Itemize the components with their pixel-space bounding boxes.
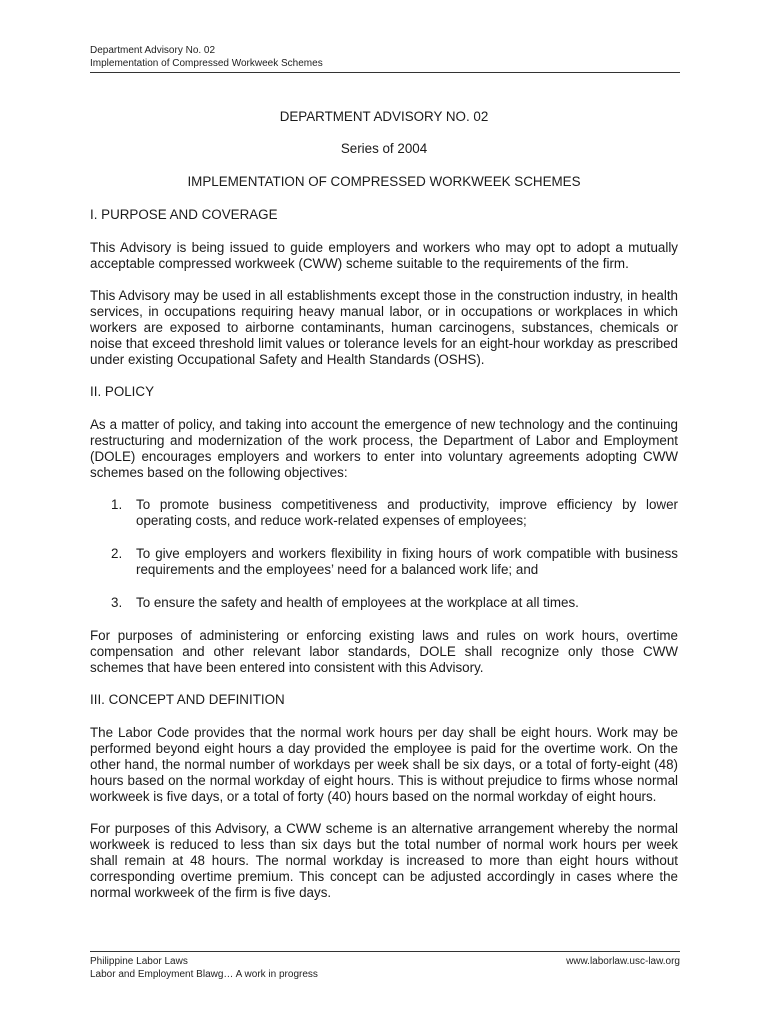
- page-footer: [90, 955, 680, 981]
- section-heading-purpose: I. PURPOSE AND COVERAGE: [90, 207, 278, 222]
- objective-item: [90, 497, 678, 529]
- header-divider: [90, 72, 680, 73]
- policy-paragraph-1: As a matter of policy, and taking into account the emergence of new technology and the continuing restructuring and modernization of the work process, the Department of Labor and Employment (DOLE) encourages employers and workers to enter into voluntary agreements adopting CWW schemes based on the following objectives:: [90, 417, 678, 480]
- section-heading-policy: II. POLICY: [90, 384, 154, 399]
- objective-number: 2.: [111, 546, 123, 561]
- objective-item: [90, 595, 678, 611]
- header-line-subject: Implementation of Compressed Workweek Schemes: [90, 58, 323, 69]
- advisory-subject: IMPLEMENTATION OF COMPRESSED WORKWEEK SCHEMES: [187, 174, 581, 189]
- advisory-title: DEPARTMENT ADVISORY NO. 02: [279, 109, 489, 124]
- policy-paragraph-2: For purposes of administering or enforcing existing laws and rules on work hours, overtime compensation and other relevant labor standards, DOLE shall recognize only those CWW schemes that have been entered into consistent with this Advisory.: [90, 628, 678, 675]
- footer-site-name: Philippine Labor Laws: [90, 956, 188, 967]
- footer-url: www.laborlaw.usc-law.org: [566, 956, 680, 967]
- footer-tagline: Labor and Employment Blawg… A work in progress: [90, 969, 318, 980]
- section-heading-concept: III. CONCEPT AND DEFINITION: [90, 692, 285, 707]
- objective-text: To promote business competitiveness and productivity, improve efficiency by lower operating costs, and reduce work-related expenses of employees;: [136, 497, 678, 528]
- page-header: [90, 44, 680, 70]
- purpose-paragraph-2: This Advisory may be used in all establishments except those in the construction industry, in health services, in occupations requiring heavy manual labor, or in occupations or workplaces in which workers are exposed to airborne contaminants, human carcinogens, substances, chemicals or noise that exceed threshold limit values or tolerance levels for an eight-hour workday as prescribed under existing Occupational Safety and Health Standards (OSHS).: [90, 288, 678, 367]
- objective-text: To ensure the safety and health of employees at the workplace at all times.: [136, 595, 579, 610]
- advisory-series: Series of 2004: [340, 141, 428, 156]
- header-line-advisory: Department Advisory No. 02: [90, 45, 216, 56]
- objective-number: 3.: [111, 595, 123, 610]
- purpose-paragraph-1: This Advisory is being issued to guide employers and workers who may opt to adopt a mutually acceptable compressed workweek (CWW) scheme suitable to the requirements of the firm.: [90, 240, 678, 271]
- document-body: [90, 109, 678, 917]
- objective-text: To give employers and workers flexibility in fixing hours of work compatible with business requirements and the employees’ need for a balanced work life; and: [136, 546, 678, 577]
- objective-number: 1.: [111, 497, 123, 512]
- concept-paragraph-1: The Labor Code provides that the normal work hours per day shall be eight hours. Work may be performed beyond eight hours a day provided the employee is paid for the overtime work. On the other hand, the normal number of workdays per week shall be six days, or a total of forty-eight (48) hours based on the normal workday of eight hours. This is without prejudice to firms whose normal workweek is five days, or a total of forty (40) hours based on the normal workday of eight hours.: [90, 725, 678, 804]
- objective-item: [90, 546, 678, 578]
- objectives-list: [90, 497, 678, 611]
- concept-paragraph-2: For purposes of this Advisory, a CWW scheme is an alternative arrangement whereby the normal workweek is reduced to less than six days but the total number of normal work hours per week shall remain at 48 hours. The normal workday is increased to more than eight hours without corresponding overtime premium. This concept can be adjusted accordingly in cases where the normal workweek of the firm is five days.: [90, 821, 678, 900]
- footer-divider: [90, 951, 680, 952]
